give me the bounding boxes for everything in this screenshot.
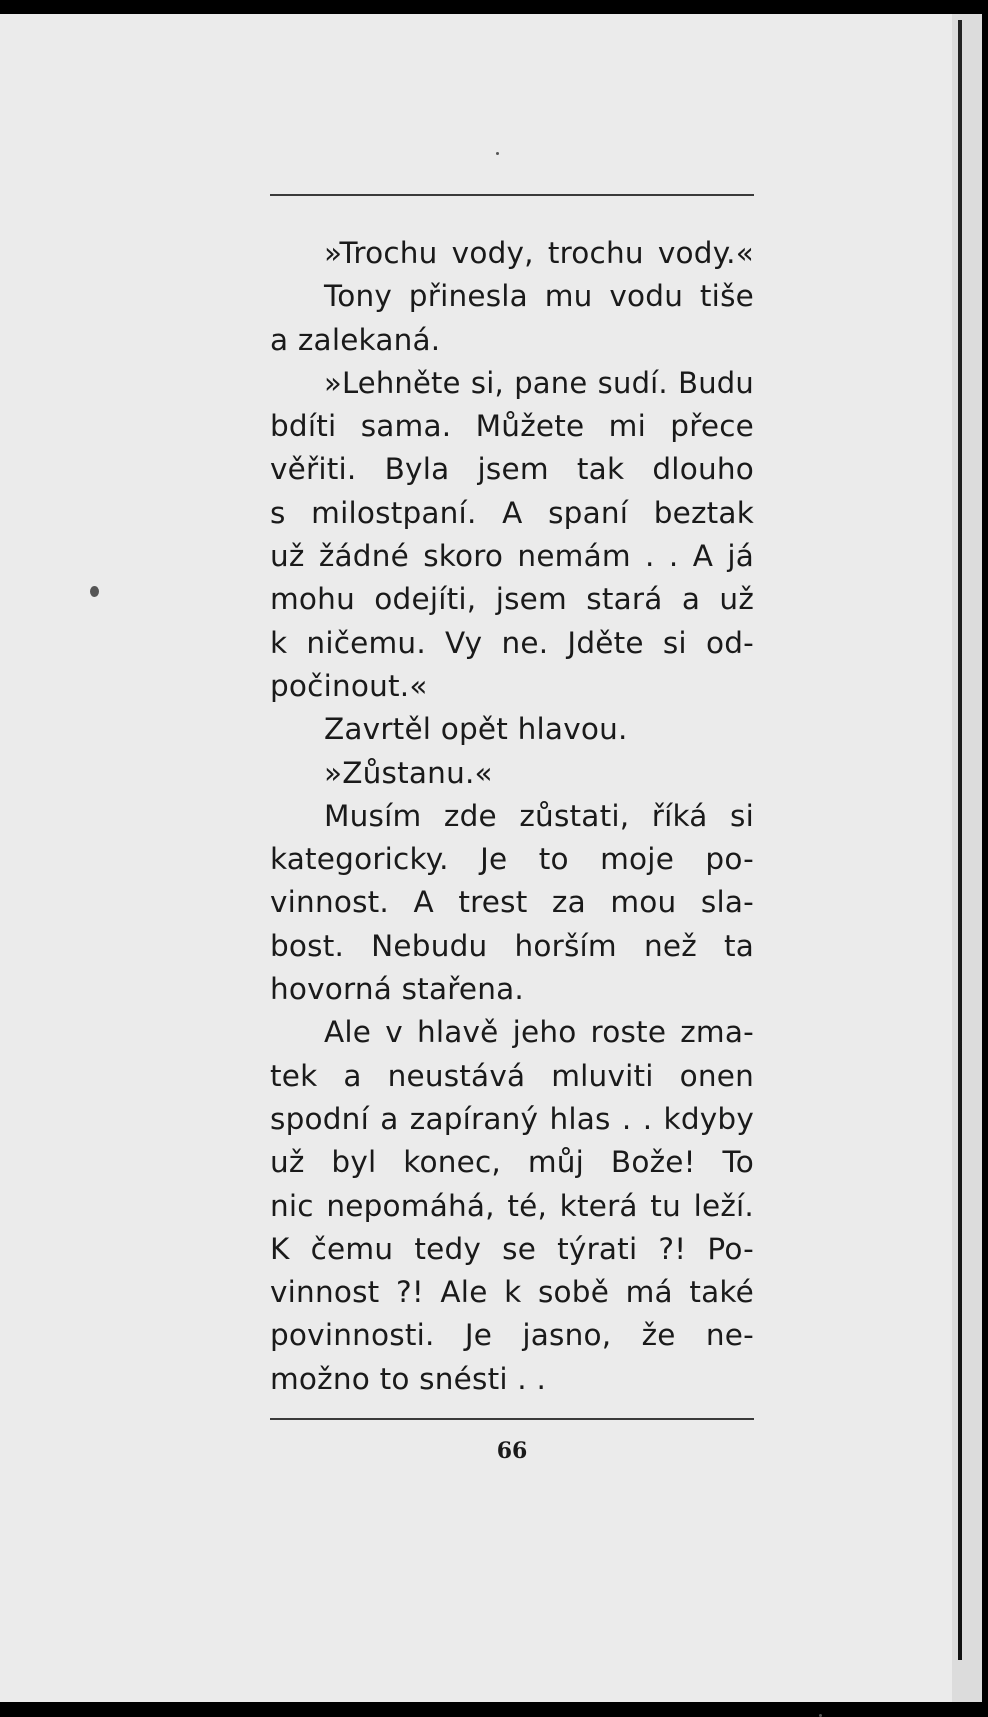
text-line: »Zůstanu.«: [324, 755, 493, 790]
text-line: už byl konec, můj Bože! To: [270, 1145, 754, 1180]
book-spine-shadow: [958, 20, 962, 1660]
text-line: možno to snésti . .: [270, 1361, 547, 1396]
text-line: vinnost. A trest za mou sla-: [270, 885, 754, 920]
text-line: věřiti. Byla jsem tak dlouho: [270, 452, 754, 487]
body-text: [270, 232, 754, 1401]
text-line: bost. Nebudu horším než ta: [270, 928, 754, 963]
text-line: Musím zde zůstati, říká si: [324, 798, 754, 833]
text-line: s milostpaní. A spaní beztak: [270, 495, 754, 530]
text-line: vinnost ?! Ale k sobě má také: [270, 1275, 754, 1310]
text-line: kategoricky. Je to moje po-: [270, 842, 754, 877]
text-line: povinnosti. Je jasno, že ne-: [270, 1318, 754, 1353]
book-spine-edge: [952, 14, 982, 1702]
text-line: K čemu tedy se týrati ?! Po-: [270, 1231, 754, 1266]
text-line: a zalekaná.: [270, 322, 441, 357]
text-line: »Lehněte si, pane sudí. Budu: [324, 365, 754, 400]
header-rule: [270, 194, 754, 196]
text-line: počinout.«: [270, 668, 428, 703]
page-number: 66: [496, 1438, 528, 1464]
ink-speck: [496, 152, 499, 155]
text-line: hovorná stařena.: [270, 972, 525, 1007]
text-line: Tony přinesla mu vodu tiše: [324, 279, 754, 314]
text-line: nic nepomáhá, té, která tu leží.: [270, 1188, 754, 1223]
text-line: Ale v hlavě jeho roste zma-: [324, 1015, 754, 1050]
text-line: spodní a zapíraný hlas . . kdyby: [270, 1101, 754, 1136]
text-line: tek a neustává mluviti onen: [270, 1058, 754, 1093]
text-line: »Trochu vody, trochu vody.«: [324, 236, 754, 270]
text-line: mohu odejíti, jsem stará a už: [270, 582, 754, 617]
text-line: Zavrtěl opět hlavou.: [324, 712, 628, 747]
text-line: bdíti sama. Můžete mi přece: [270, 409, 754, 444]
ink-speck: [90, 586, 99, 597]
text-line: už žádné skoro nemám . . A já: [270, 539, 754, 574]
text-line: k ničemu. Vy ne. Jděte si od-: [270, 625, 754, 660]
footer-rule: [270, 1418, 754, 1420]
